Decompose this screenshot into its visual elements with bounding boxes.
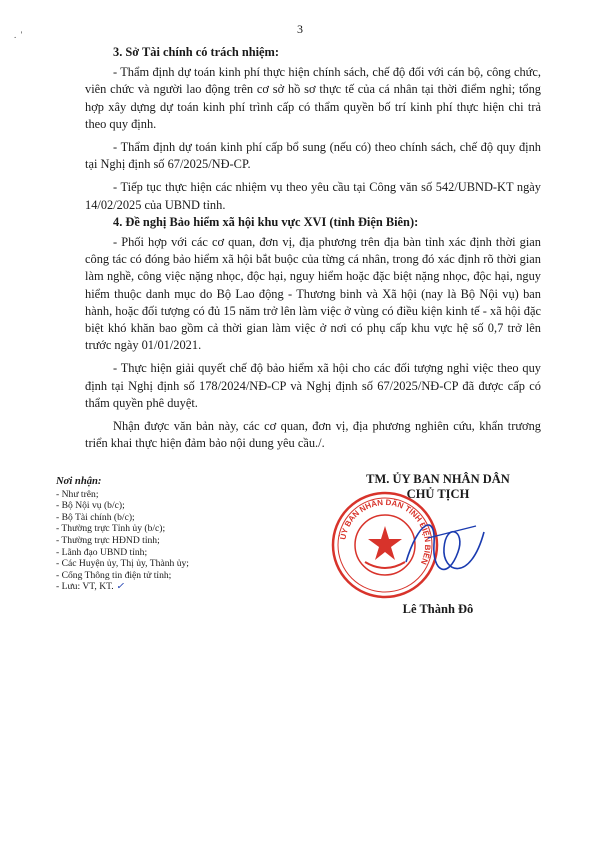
section-social-insurance bbox=[85, 214, 541, 453]
scan-marks: . ' bbox=[14, 30, 23, 40]
recipients-title: Nơi nhận: bbox=[56, 476, 102, 487]
recipient-item: - Cổng Thông tin điện tử tỉnh; bbox=[56, 569, 172, 581]
handwritten-signature-icon bbox=[388, 492, 498, 592]
recipient-item: - Thường trực Tỉnh ủy (b/c); bbox=[56, 523, 166, 535]
signatory-name: Lê Thành Đô bbox=[402, 602, 474, 616]
recipient-item: - Lưu: VT, KT. ✓ bbox=[56, 581, 125, 593]
svg-text:ỦY BAN NHÂN DÂN TỈNH ĐIỆN BIÊN: ỦY BAN NHÂN DÂN TỈNH ĐIỆN BIÊN bbox=[338, 497, 433, 566]
section-finance bbox=[85, 44, 541, 214]
page-number: 3 bbox=[297, 22, 303, 36]
signatory-organization: TM. ỦY BAN NHÂN DÂN bbox=[366, 472, 510, 486]
signatory-title: CHỦ TỊCH bbox=[406, 487, 470, 501]
paragraph: - Thẩm định dự toán kinh phí cấp bổ sung (nếu có) theo chính sách, chế độ quy định tại Nghị định số 67/2025/NĐ-CP. bbox=[85, 140, 541, 172]
paragraph: - Thẩm định dự toán kinh phí thực hiện chính sách, chế độ đối với cán bộ, công chức, viên chức và người lao động trên cơ sở hồ sơ thực tế của cá nhân tại thời điểm nghỉ; tổng hợp xây dựng dự toán kinh phí trình cấp có thẩm quyền bố trí kinh phí thực hiện chi trả theo quy định. bbox=[85, 65, 541, 131]
recipient-item: - Bộ Tài chính (b/c); bbox=[56, 511, 135, 523]
recipients-list bbox=[56, 476, 306, 593]
paragraph: - Phối hợp với các cơ quan, đơn vị, địa phương trên địa bàn tỉnh xác định thời gian công tác có đóng bảo hiểm xã hội bắt buộc của từng cá nhân, trong đó xác định rõ thời gian làm nghề, công việc nặng nhọc, độc hại, nguy hiểm hoặc đặc biệt nặng nhọc, độc hại, nguy hiểm thuộc danh mục do Bộ Lao động - Thương binh và Xã hội (nay là Bộ Nội vụ) ban hành, hoặc đối tượng có đủ 15 năm trở lên làm việc ở vùng có điều kiện kinh tế - xã hội đặc biệt khó khăn bao gồm cả thời gian làm việc ở nơi có phụ cấp khu vực hệ số 0,7 trở lên trước ngày 01/01/2021. bbox=[85, 235, 541, 353]
paragraph: - Thực hiện giải quyết chế độ bảo hiểm xã hội cho các đối tượng nghỉ việc theo quy định tại Nghị định số 178/2024/NĐ-CP và Nghị định số 67/2025/NĐ-CP đã được cấp có thẩm quyền phê duyệt. bbox=[85, 361, 541, 410]
closing-paragraph: Nhận được văn bản này, các cơ quan, đơn vị, địa phương nghiên cứu, khẩn trương triển khai thực hiện đảm bảo nội dung yêu cầu./. bbox=[85, 419, 541, 451]
recipient-item: - Bộ Nội vụ (b/c); bbox=[56, 500, 125, 512]
signature-block bbox=[318, 472, 558, 616]
recipient-item: - Thường trực HĐND tỉnh; bbox=[56, 534, 160, 546]
recipient-item: - Như trên; bbox=[56, 488, 99, 500]
section-heading: 3. Sở Tài chính có trách nhiệm: bbox=[113, 45, 280, 59]
initial-mark-icon: ✓ bbox=[116, 581, 125, 593]
recipient-item: - Các Huyện ủy, Thị ủy, Thành ủy; bbox=[56, 558, 189, 570]
section-heading: 4. Đề nghị Bảo hiểm xã hội khu vực XVI (tỉnh Điện Biên): bbox=[113, 214, 419, 229]
recipient-item: - Lãnh đạo UBND tỉnh; bbox=[56, 546, 148, 558]
paragraph: - Tiếp tục thực hiện các nhiệm vụ theo yêu cầu tại Công văn số 542/UBND-KT ngày 14/02/2025 của UBND tỉnh. bbox=[85, 180, 541, 212]
document-body bbox=[85, 44, 541, 452]
